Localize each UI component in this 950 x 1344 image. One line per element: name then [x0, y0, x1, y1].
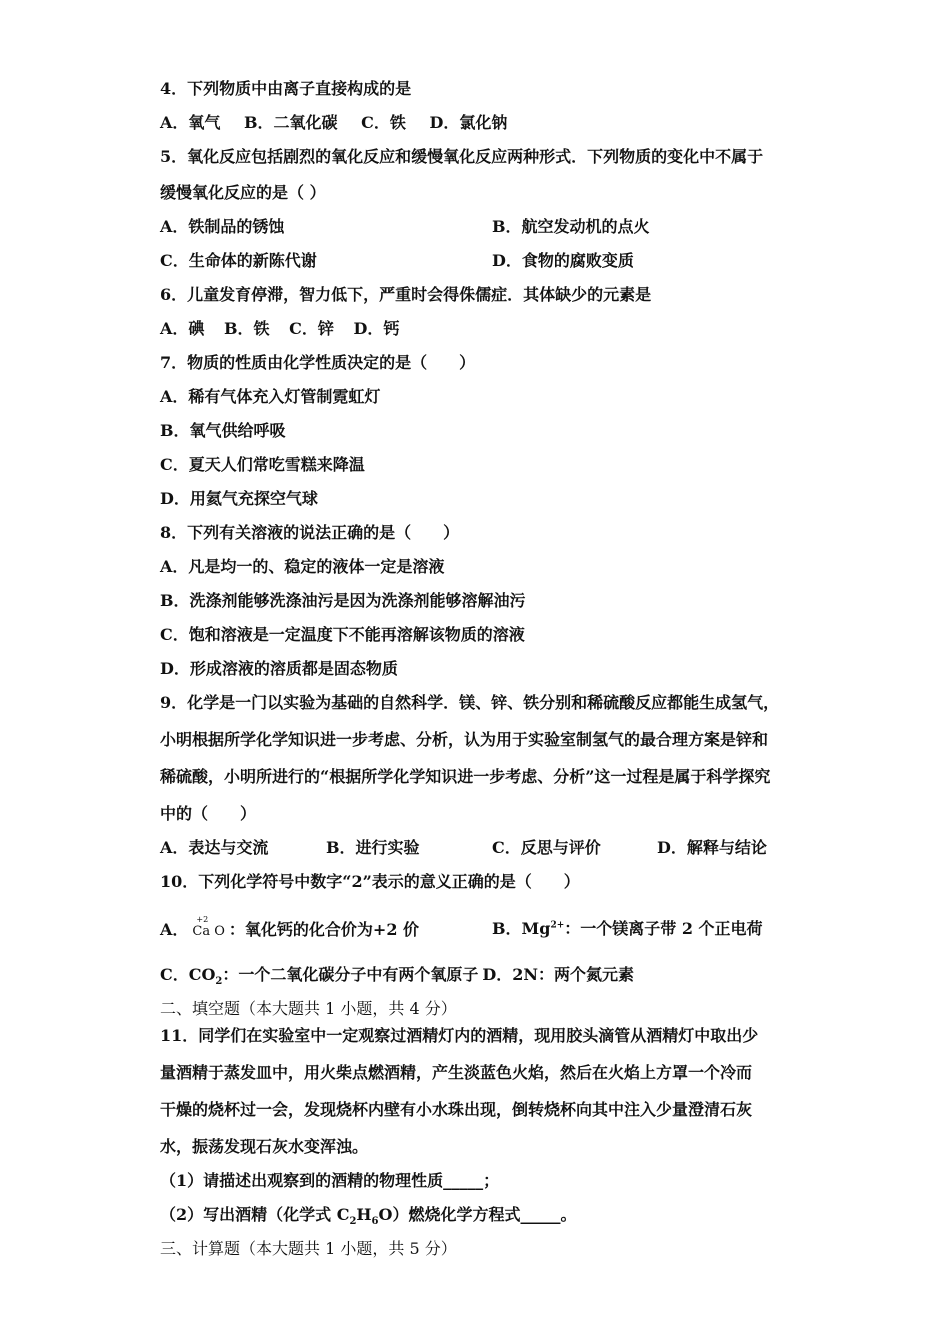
q10-b-label: B．Mg — [492, 919, 551, 938]
q9-line3: 稀硫酸，小明所进行的“根据所学化学知识进一步考虑、分析”这一过程是属于科学探究 — [160, 767, 771, 786]
cao-valence: +2 — [196, 915, 209, 924]
q10-option-c — [160, 964, 634, 986]
q10-c-subscript: 2 — [215, 976, 223, 988]
q10-c-text: ：一个二氧化碳分子中有两个氧原子 — [222, 965, 479, 984]
q6-option-a: A．碘 — [160, 319, 205, 338]
q11-sub2-blank: _____ — [520, 1205, 561, 1224]
q7-option-b: B．氧气供给呼吸 — [160, 421, 286, 440]
q10-a-text: ：氧化钙的化合价为+2 价 — [228, 920, 420, 939]
formula-h: H — [356, 1205, 372, 1224]
q10-c-label: C．CO — [160, 965, 216, 984]
q6-option-b: B．铁 — [224, 319, 270, 338]
q11-sub2-mid: O）燃烧化学方程式 — [378, 1205, 521, 1224]
q10-a-label: A． — [160, 920, 189, 939]
q7-option-c: C．夏天人们常吃雪糕来降温 — [160, 455, 365, 474]
formula-sub-h: 6 — [371, 1216, 379, 1228]
q8-option-b: B．洗涤剂能够洗涤油污是因为洗涤剂能够溶解油污 — [160, 591, 526, 610]
q9-line1: 9．化学是一门以实验为基础的自然科学．镁、锌、铁分别和稀硫酸反应都能生成氢气， — [160, 693, 780, 712]
q11-line1: 11．同学们在实验室中一定观察过酒精灯内的酒精，现用胶头滴管从酒精灯中取出少 — [160, 1026, 759, 1045]
q4-option-d: D．氯化钠 — [429, 113, 508, 132]
q4-option-c: C．铁 — [361, 113, 406, 132]
q5-stem-line2: 缓慢氧化反应的是（ ） — [160, 183, 326, 202]
q11-line4: 水，振荡发现石灰水变浑浊。 — [160, 1137, 369, 1156]
q6-options — [160, 318, 399, 340]
q8-option-a: A．凡是均一的、稳定的液体一定是溶液 — [160, 557, 445, 576]
q9-option-a: A．表达与交流 — [160, 838, 269, 857]
q5-option-c: C．生命体的新陈代谢 — [160, 251, 317, 270]
section-3-heading: 三、计算题（本大题共 1 小题，共 5 分） — [160, 1239, 457, 1258]
q7-option-a: A．稀有气体充入灯管制霓虹灯 — [160, 387, 381, 406]
q6-option-d: D．钙 — [353, 319, 400, 338]
q11-line3: 干燥的烧杯过一会，发现烧杯内壁有小水珠出现，倒转烧杯向其中注入少量澄清石灰 — [160, 1100, 753, 1119]
q11-sub1 — [160, 1170, 499, 1192]
q4-options — [160, 112, 507, 134]
q8-option-d: D．形成溶液的溶质都是固态物质 — [160, 659, 398, 678]
q8-stem: 8．下列有关溶液的说法正确的是（ ） — [160, 523, 460, 542]
q10-stem: 10．下列化学符号中数字“2”表示的意义正确的是（ ） — [160, 872, 580, 891]
q10-b-charge: 2+ — [550, 920, 565, 931]
q10-option-b — [492, 918, 763, 940]
cao-symbol: Ca O — [192, 924, 225, 939]
q4-option-b: B．二氧化碳 — [244, 113, 338, 132]
q10-option-a — [160, 915, 419, 943]
q4-stem: 4．下列物质中由离子直接构成的是 — [160, 79, 412, 98]
q5-stem-line1: 5．氧化反应包括剧烈的氧化反应和缓慢氧化反应两种形式．下列物质的变化中不属于 — [160, 147, 764, 166]
q9-option-c: C．反思与评价 — [492, 838, 601, 857]
q6-option-c: C．锌 — [289, 319, 334, 338]
q11-sub2-pre: （2）写出酒精（化学式 C — [160, 1205, 350, 1224]
q11-sub1-text: （1）请描述出观察到的酒精的物理性质 — [160, 1171, 444, 1190]
q10-option-d: D．2N：两个氮元素 — [482, 965, 635, 984]
q7-stem: 7．物质的性质由化学性质决定的是（ ） — [160, 353, 476, 372]
q5-option-a: A．铁制品的锈蚀 — [160, 217, 285, 236]
q10-b-text: ：一个镁离子带 2 个正电荷 — [564, 919, 763, 938]
q4-option-a: A．氧气 — [160, 113, 221, 132]
formula-sub-c: 2 — [349, 1216, 357, 1228]
q11-sub2 — [160, 1204, 576, 1226]
q5-option-b: B．航空发动机的点火 — [492, 217, 650, 236]
q6-stem: 6．儿童发育停滞，智力低下，严重时会得侏儒症．其体缺少的元素是 — [160, 285, 652, 304]
q9-line2: 小明根据所学化学知识进一步考虑、分析，认为用于实验室制氢气的最合理方案是锌和 — [160, 730, 769, 749]
q11-sub1-end: ； — [483, 1171, 500, 1190]
q8-option-c: C．饱和溶液是一定温度下不能再溶解该物质的溶液 — [160, 625, 525, 644]
q9-option-b: B．进行实验 — [326, 838, 420, 857]
q11-line2: 量酒精于蒸发皿中，用火柴点燃酒精，产生淡蓝色火焰，然后在火焰上方罩一个冷而 — [160, 1063, 753, 1082]
q11-sub1-blank: _____ — [443, 1171, 484, 1190]
q5-option-d: D．食物的腐败变质 — [492, 251, 634, 270]
q11-sub2-end: 。 — [560, 1205, 577, 1224]
q9-option-d: D．解释与结论 — [657, 838, 767, 857]
section-2-heading: 二、填空题（本大题共 1 小题，共 4 分） — [160, 999, 457, 1018]
q9-line4: 中的（ ） — [160, 804, 257, 823]
cao-formula — [192, 915, 225, 943]
q7-option-d: D．用氦气充探空气球 — [160, 489, 318, 508]
